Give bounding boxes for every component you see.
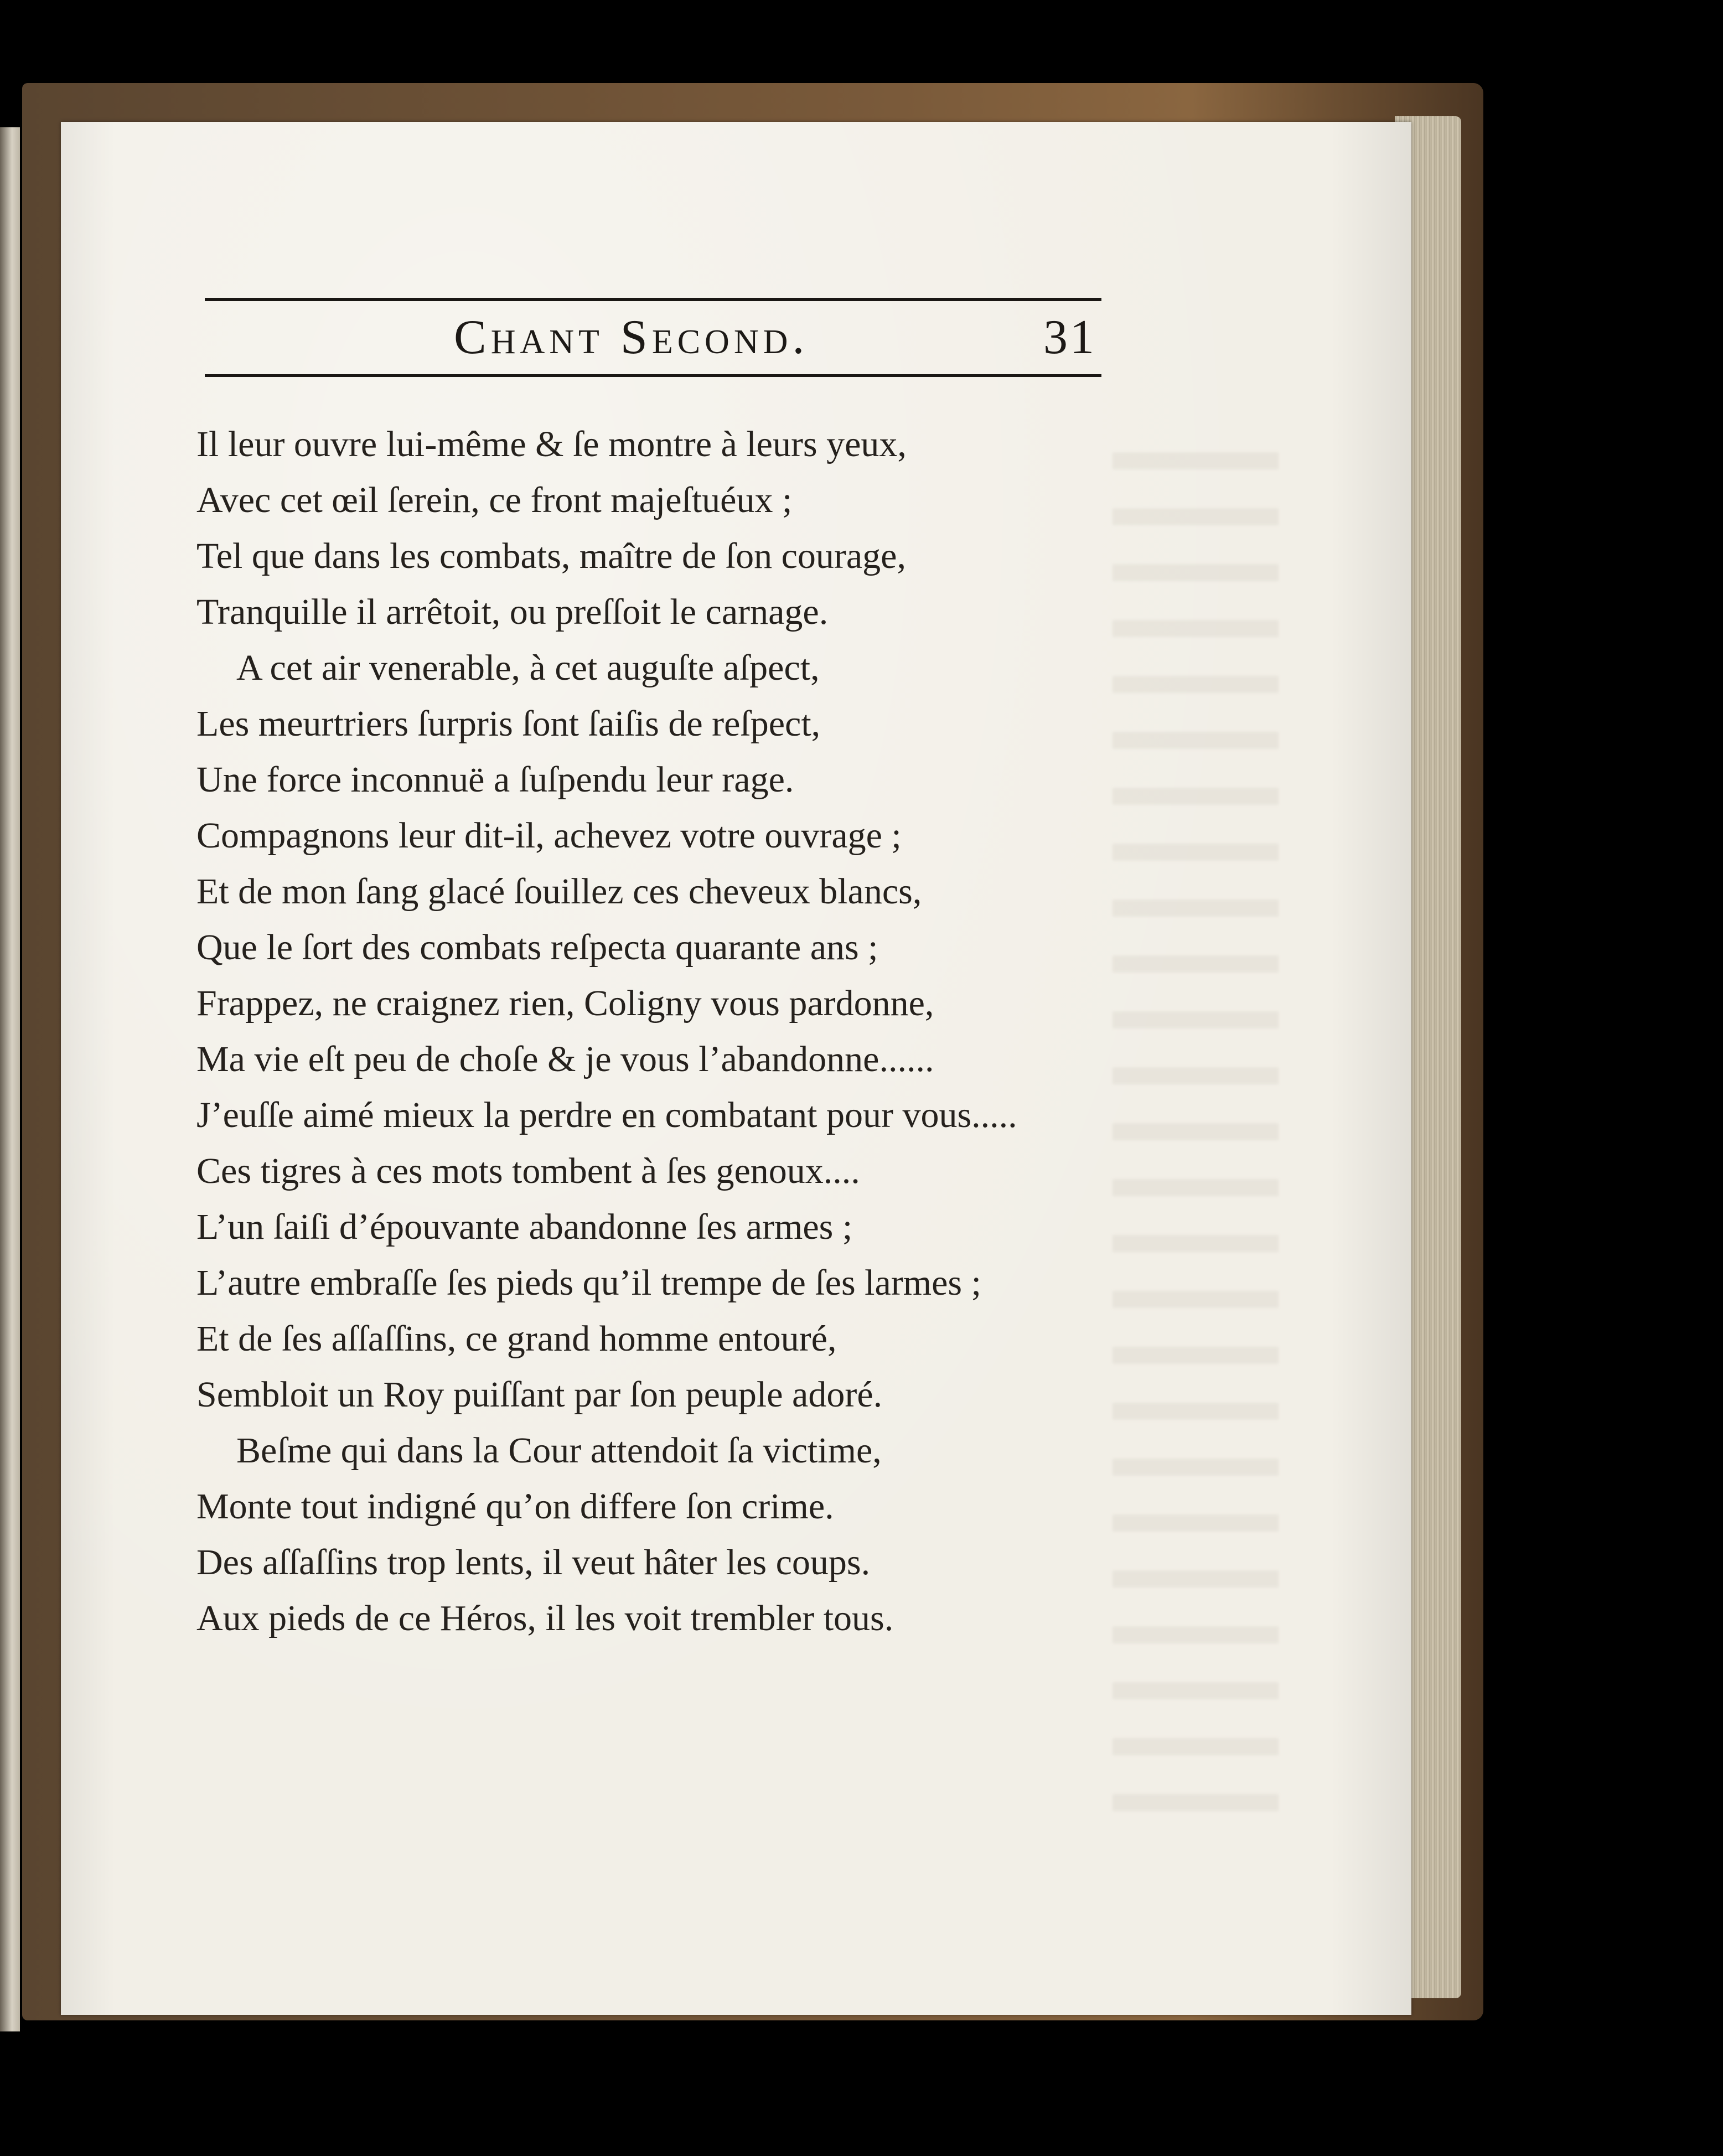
verse-line: Les meurtriers ſurpris ſont ſaiſis de reſpect, xyxy=(196,704,821,744)
header-rule-top xyxy=(205,298,1101,301)
page-number: 31 xyxy=(1043,311,1096,364)
verse-line: Ma vie eſt peu de choſe & je vous l’abandonne...... xyxy=(196,1039,934,1079)
verse-line: L’un ſaiſi d’épouvante abandonne ſes armes ; xyxy=(196,1207,853,1247)
verse-line: Des aſſaſſins trop lents, il veut hâter les coups. xyxy=(196,1542,871,1583)
verse-line: Tranquille il arrêtoit, ou preſſoit le carnage. xyxy=(196,592,829,632)
verse-line: Et de mon ſang glacé ſouillez ces cheveux blancs, xyxy=(196,871,922,912)
previous-page-edge xyxy=(0,127,20,2031)
verse-line: Sembloit un Roy puiſſant par ſon peuple adoré. xyxy=(196,1374,883,1415)
verse-line: L’autre embraſſe ſes pieds qu’il trempe de ſes larmes ; xyxy=(196,1263,981,1303)
verse-line: J’euſſe aimé mieux la perdre en combatant pour vous..... xyxy=(196,1095,1017,1135)
header-rule-bottom xyxy=(205,374,1101,377)
verse-line: Ces tigres à ces mots tombent à ſes genoux.... xyxy=(196,1151,860,1191)
verse-line: Avec cet œil ſerein, ce front majeſtuéux ; xyxy=(196,480,793,520)
verse-line: Que le ſort des combats reſpecta quarante ans ; xyxy=(196,927,878,968)
verse-line: Aux pieds de ce Héros, il les voit trembler tous. xyxy=(196,1598,894,1638)
verse-line: Une force inconnuë a ſuſpendu leur rage. xyxy=(196,759,794,800)
verse-line: Monte tout indigné qu’on differe ſon crime. xyxy=(196,1486,834,1527)
verse-line: A cet air venerable, à cet auguſte aſpect, xyxy=(236,648,820,688)
running-head: Chant Second. xyxy=(454,311,809,364)
verse-line: Tel que dans les combats, maître de ſon courage, xyxy=(196,536,906,576)
verse-line: Beſme qui dans la Cour attendoit ſa victime, xyxy=(236,1430,882,1471)
verse-line: Il leur ouvre lui-même & ſe montre à leurs yeux, xyxy=(196,424,907,464)
verse-block xyxy=(196,416,1148,1646)
verse-line: Et de ſes aſſaſſins, ce grand homme entouré, xyxy=(196,1319,837,1359)
verse-line: Compagnons leur dit-il, achevez votre ouvrage ; xyxy=(196,815,902,856)
verse-line: Frappez, ne craignez rien, Coligny vous pardonne, xyxy=(196,983,934,1023)
